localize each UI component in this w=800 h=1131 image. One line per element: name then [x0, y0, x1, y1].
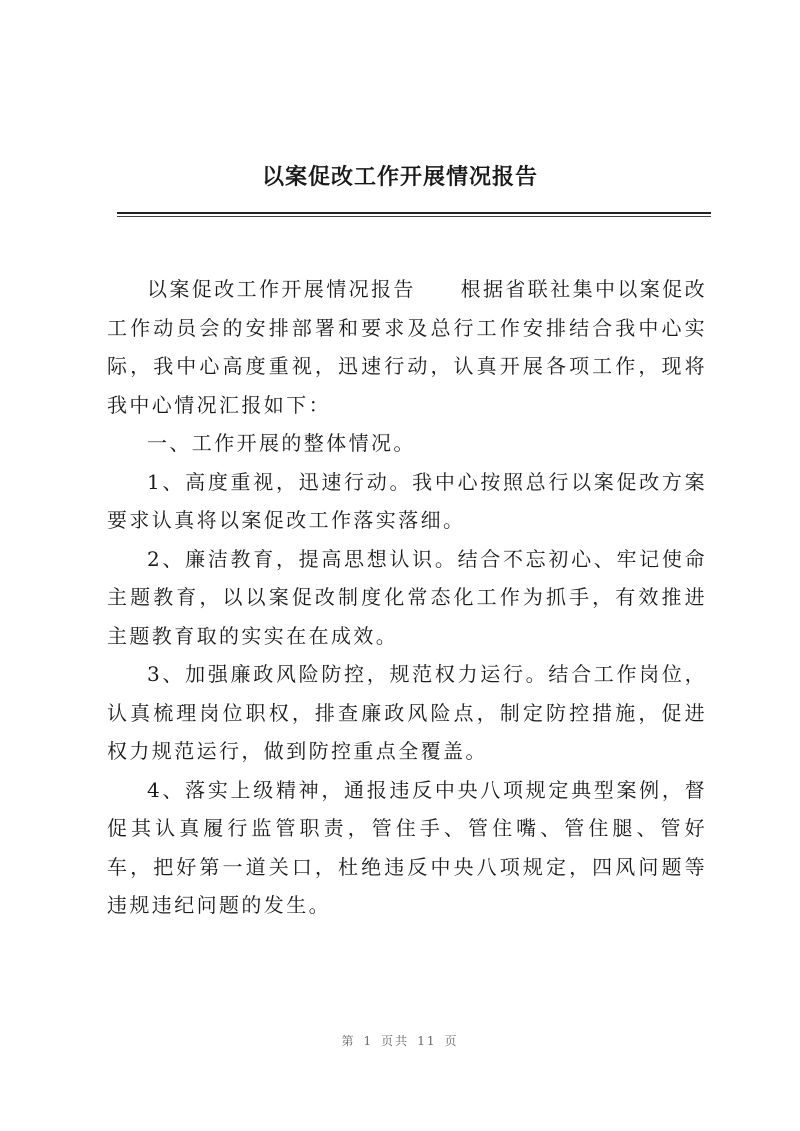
paragraph-item-4: 4、落实上级精神，通报违反中央八项规定典型案例，督促其认真履行监管职责，管住手、管住嘴、管住腿、管好车，把好第一道关口，杜绝违反中央八项规定，四风问题等违规违纪问题的发生。 [107, 777, 707, 917]
footer-total-pages: 11 [417, 1034, 437, 1048]
paragraph-intro: 以案促改工作开展情况报告 根据省联社集中以案促改工作动员会的安排部署和要求及总行工作安排结合我中心实际，我中心高度重视，迅速行动，认真开展各项工作，现将我中心情况汇报如下： [107, 277, 707, 417]
title-rule-thin [117, 216, 711, 217]
paragraph-item-2: 2、廉洁教育，提高思想认识。结合不忘初心、牢记使命主题教育，以以案促改制度化常态化工作为抓手，有效推进主题教育取的实实在在成效。 [107, 546, 707, 648]
paragraph-item-3: 3、加强廉政风险防控，规范权力运行。结合工作岗位，认真梳理岗位职权，排查廉政风险点，制定防控措施，促进权力规范运行，做到防控重点全覆盖。 [107, 662, 707, 763]
footer-middle: 页共 [381, 1034, 410, 1048]
page-footer [0, 1032, 800, 1049]
footer-suffix: 页 [444, 1034, 459, 1048]
document-body [107, 270, 707, 925]
title-rule-thick [117, 212, 711, 214]
paragraph-section-heading: 一、工作开展的整体情况。 [147, 431, 416, 455]
footer-page-number: 1 [363, 1034, 374, 1048]
paragraph-item-1: 1、高度重视，迅速行动。我中心按照总行以案促改方案要求认真将以案促改工作落实落细。 [107, 469, 707, 532]
footer-prefix: 第 [341, 1034, 356, 1048]
document-title: 以案促改工作开展情况报告 [261, 165, 538, 190]
